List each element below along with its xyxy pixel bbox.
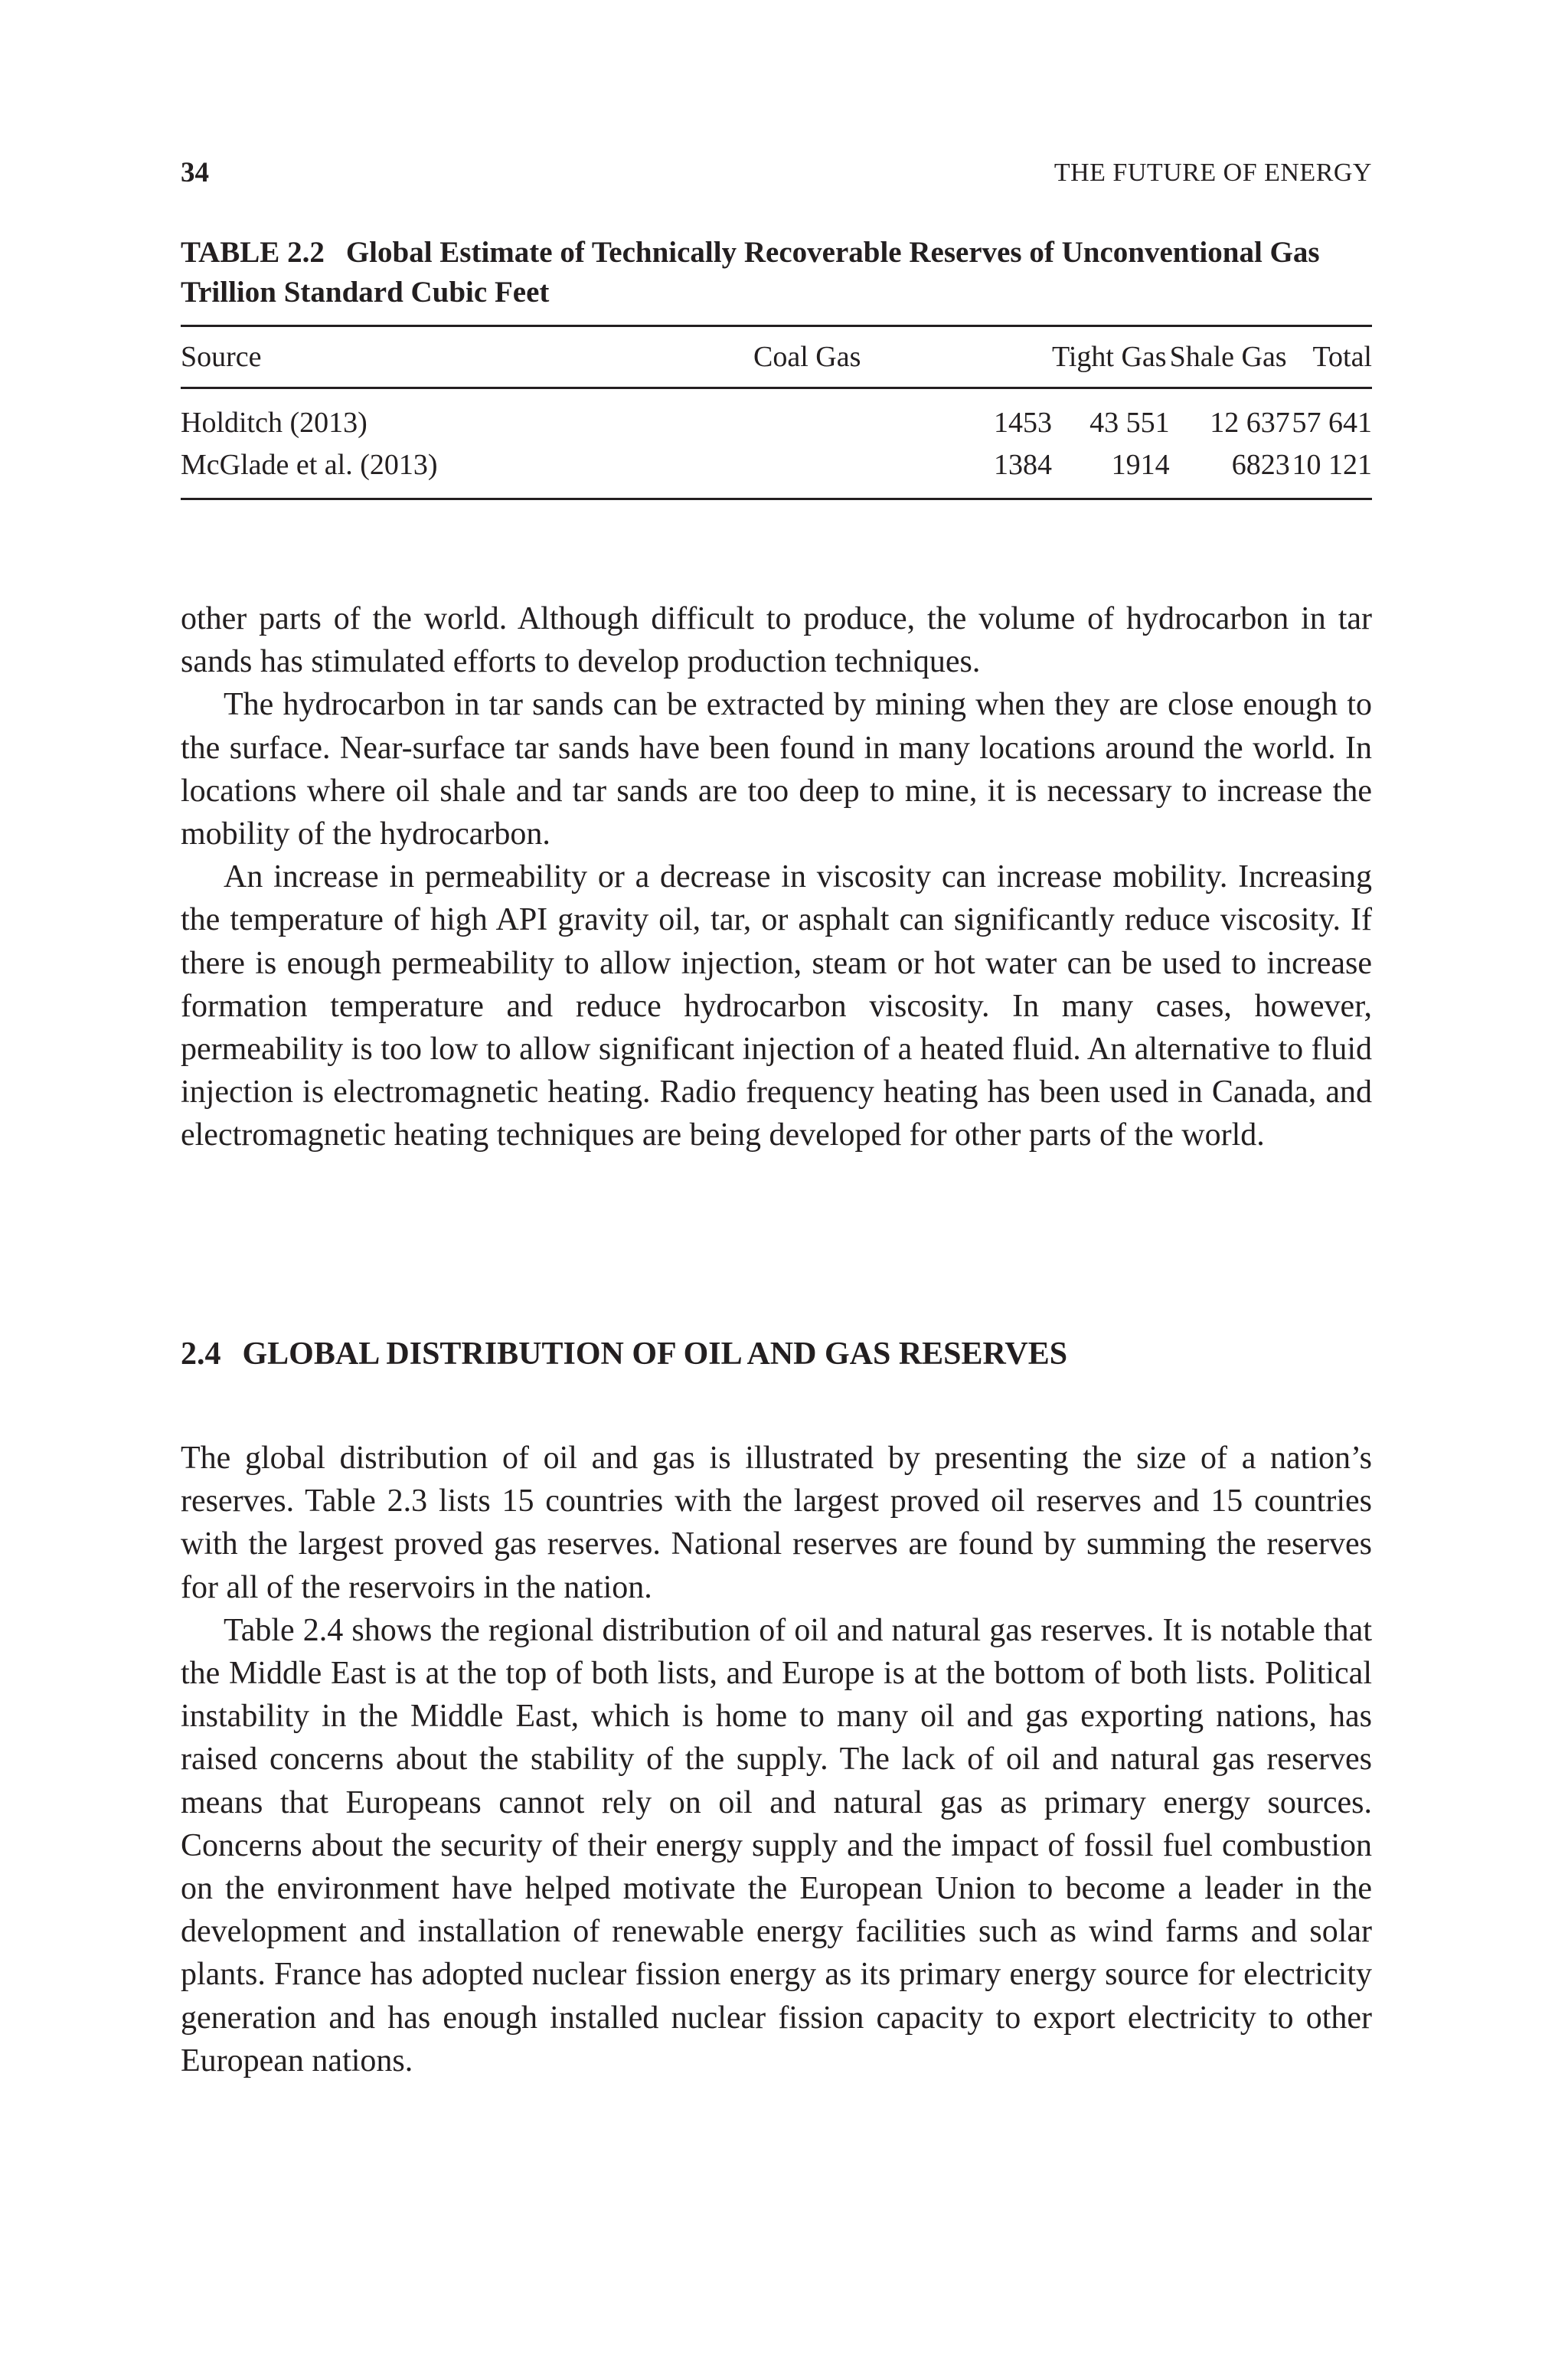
- table-label: TABLE 2.2: [181, 236, 325, 269]
- reserves-table: [181, 325, 1372, 500]
- table-header-row: [181, 326, 1372, 388]
- paragraph: The hydrocarbon in tar sands can be extracted by mining when they are close enough to the surface. Near-surface tar sands have been found in many locations around the world. In locations where oil shale and tar sands are too deep to mine, it is necessary to increase the mobility of the hydrocarbon.: [181, 687, 1372, 852]
- section-number: 2.4: [181, 1336, 221, 1372]
- page-number: 34: [181, 157, 209, 188]
- cell-coal-gas: 1384: [541, 443, 1052, 499]
- table-caption: [181, 233, 1372, 312]
- table-row: [181, 388, 1372, 444]
- cell-coal-gas: 1453: [994, 406, 1052, 439]
- paragraph: Table 2.4 shows the regional distribution of oil and natural gas reserves. It is notable that the Middle East is at the top of both lists, and Europe is at the bottom of both lists. Political instability in the Middle East, which is home to many oil and gas exporting nations, has raised concerns about the stability of the supply. The lack of oil and natural gas reserves means that Europeans cannot rely on oil and natural gas as primary energy sources. Concerns about the security of their energy supply and the impact of fossil fuel combustion on the environment have helped motivate the European Union to become a leader in the development and installation of renewable energy facilities such as wind farms and solar plants. France has adopted nuclear fission energy as its primary energy source for electricity generation and has enough installed nuclear fission capacity to export electricity to other European nations.: [181, 1612, 1372, 2079]
- section-title: GLOBAL DISTRIBUTION OF OIL AND GAS RESERVES: [242, 1336, 1068, 1372]
- paragraph: other parts of the world. Although difficult to produce, the volume of hydrocarbon in tar sands has stimulated efforts to develop production techniques.: [181, 601, 1372, 680]
- cell-total: 10 121: [1290, 443, 1372, 499]
- table-caption-text: Global Estimate of Technically Recoverable Reserves of Unconventional Gas Trillion Standard Cubic Feet: [181, 236, 1320, 309]
- cell-shale-gas: 12 637: [1210, 406, 1290, 439]
- section-heading: [181, 1333, 1372, 1375]
- body-text-top: [181, 597, 1372, 1157]
- column-header-source: Source: [181, 326, 541, 388]
- column-header-coal-gas: Coal Gas: [541, 326, 1052, 388]
- running-title: THE FUTURE OF ENERGY: [1054, 159, 1372, 187]
- column-header-total: Total: [1290, 326, 1372, 388]
- cell-total: 57 641: [1292, 406, 1372, 439]
- paragraph: The global distribution of oil and gas is illustrated by presenting the size of a nation’s reserves. Table 2.3 lists 15 countries with the largest proved oil reserves and 15 countries with the largest proved gas reserves. National reserves are found by summing the reserves for all of the reservoirs in the nation.: [181, 1441, 1372, 1605]
- body-text-bottom: [181, 1437, 1372, 2082]
- column-header-shale-gas: Shale Gas: [1170, 326, 1290, 388]
- table-row: [181, 443, 1372, 499]
- cell-tight-gas: 43 551: [1089, 406, 1170, 439]
- cell-source: McGlade et al. (2013): [181, 443, 541, 499]
- cell-tight-gas: 1914: [1052, 443, 1170, 499]
- running-header: [181, 150, 1372, 196]
- cell-shale-gas: 6823: [1170, 443, 1290, 499]
- column-header-tight-gas: Tight Gas: [1052, 326, 1170, 388]
- paragraph: An increase in permeability or a decrease in viscosity can increase mobility. Increasing the temperature of high API gravity oil, tar, or asphalt can significantly reduce viscosity. If there is enough permeability to allow injection, steam or hot water can be used to increase formation temperature and reduce hydrocarbon viscosity. In many cases, however, permeability is too low to allow significant injection of a heated fluid. An alternative to fluid injection is electromagnetic heating. Radio frequency heating has been used in Canada, and electromagnetic heating techniques are being developed for other parts of the world.: [181, 859, 1372, 1153]
- cell-source: Holditch (2013): [181, 406, 368, 439]
